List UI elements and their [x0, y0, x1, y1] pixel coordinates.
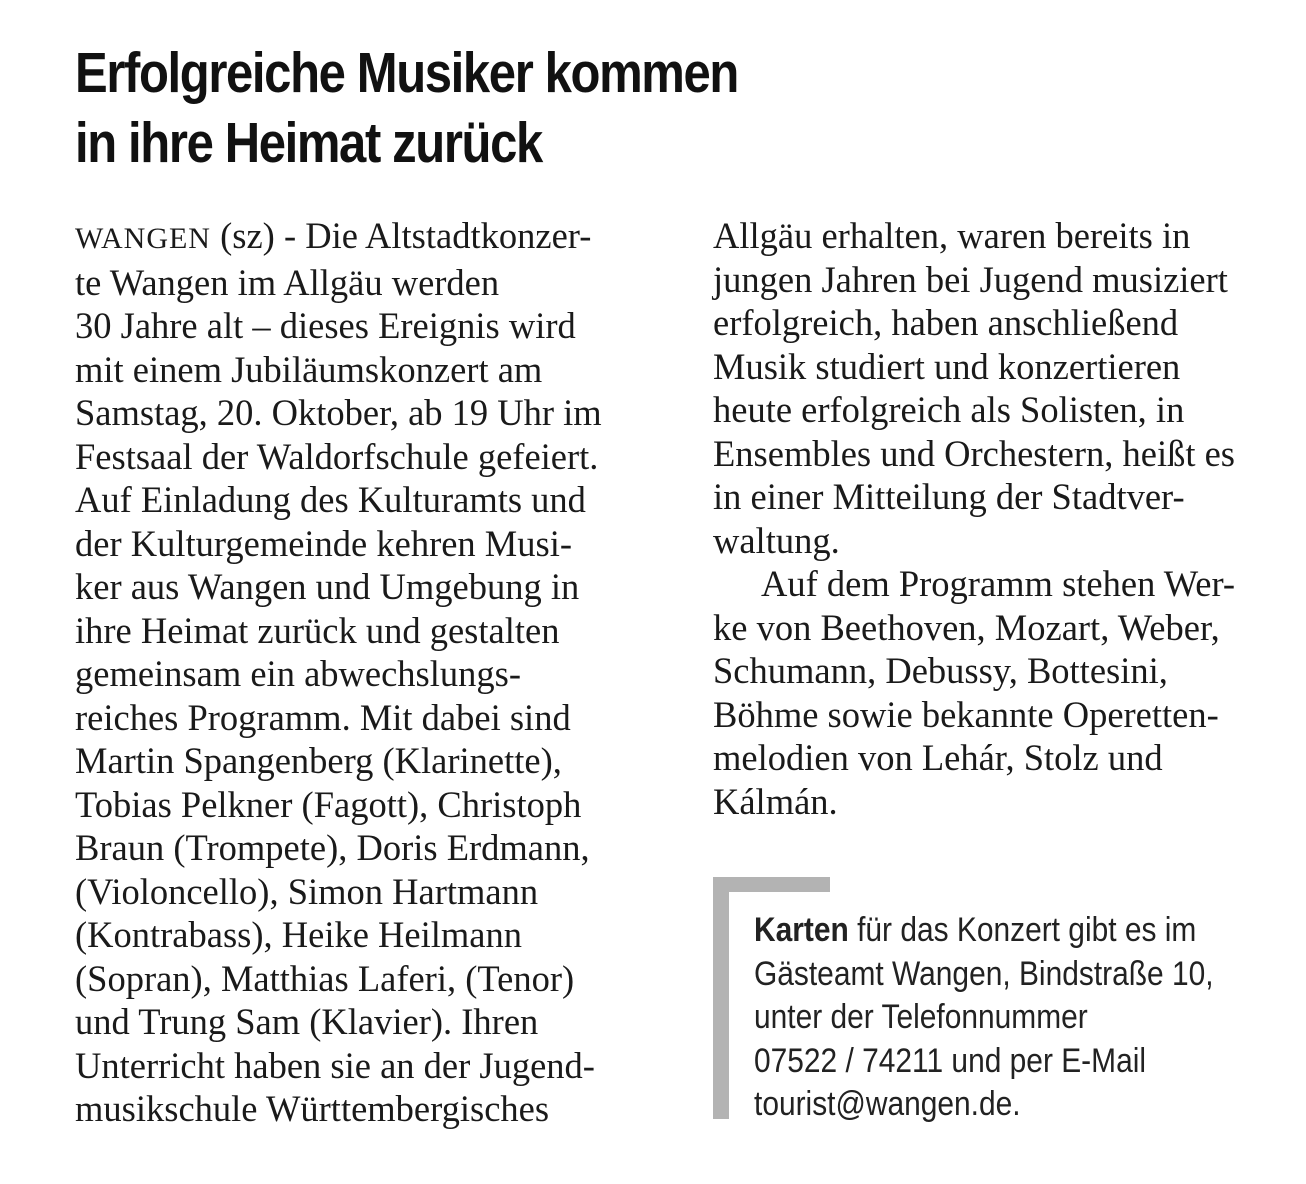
body-line: mit einem Jubiläumskonzert am: [75, 348, 543, 390]
headline-line: in ihre Heimat zurück: [75, 111, 542, 175]
infobox-line: Gästeamt Wangen, Bindstraße 10,: [754, 954, 1214, 993]
body-line: Martin Spangenberg (Klarinette),: [75, 740, 562, 781]
body-line: Braun (Trompete), Doris Erdmann,: [75, 827, 590, 868]
body-line: Kálmán.: [713, 780, 838, 822]
body-line: Auf Einladung des Kulturamts und: [75, 479, 586, 520]
article-headline: [75, 38, 1090, 178]
body-line: der Kulturgemeinde kehren Musi-: [75, 522, 573, 564]
body-line: in einer Mitteilung der Stadtver-: [713, 476, 1185, 517]
body-line: ihre Heimat zurück und gestalten: [75, 609, 560, 651]
body-line: (Sopran), Matthias Laferi, (Tenor): [75, 957, 575, 999]
infobox-text: [754, 909, 1229, 1127]
body-line: 30 Jahre alt – dieses Ereignis wird: [75, 305, 576, 346]
body-line: Allgäu erhalten, waren bereits in: [713, 215, 1191, 256]
paragraph-start-line: Auf dem Programm stehen Wer-: [761, 563, 1236, 604]
body-line: ke von Beethoven, Mozart, Weber,: [713, 606, 1220, 648]
body-line: gemeinsam ein abwechslungs-: [75, 653, 521, 694]
infobox-line-rest: für das Konzert gibt es im: [848, 911, 1197, 949]
body-line: te Wangen im Allgäu werden: [75, 261, 500, 303]
body-line-rest: (sz) - Die Altstadtkonzer-: [210, 215, 592, 256]
body-line: Unterricht haben sie an der Jugend-: [75, 1044, 595, 1086]
infobox-line: [754, 909, 1229, 953]
infobox-email: tourist@wangen.de.: [754, 1085, 1021, 1123]
body-line: Musik studiert und konzertieren: [713, 345, 1181, 387]
body-line: reiches Programm. Mit dabei sind: [75, 696, 571, 738]
infobox-bracket-horizontal: [713, 877, 830, 892]
headline-line: Erfolgreiche Musiker kommen: [75, 41, 738, 105]
body-line: waltung.: [713, 519, 840, 561]
infobox-lead: Karten: [754, 911, 849, 949]
infobox-bracket-vertical: [713, 877, 729, 1119]
article-column-left: [75, 214, 675, 1131]
body-line: Schumann, Debussy, Bottesini,: [713, 650, 1168, 691]
body-line: [75, 214, 675, 261]
body-line: melodien von Lehár, Stolz und: [713, 737, 1163, 778]
body-line: heute erfolgreich als Solisten, in: [713, 389, 1185, 430]
body-line: (Kontrabass), Heike Heilmann: [75, 914, 522, 955]
body-line: Böhme sowie bekannte Operetten-: [713, 693, 1219, 735]
body-line: (Violoncello), Simon Hartmann: [75, 870, 539, 912]
body-line: erfolgreich, haben anschließend: [713, 302, 1179, 343]
body-line: jungen Jahren bei Jugend musiziert: [713, 258, 1228, 300]
dateline: WANGEN: [75, 222, 211, 255]
article-column-right: [713, 214, 1293, 823]
ticket-info-box: [713, 877, 1293, 1123]
body-line: Tobias Pelkner (Fagott), Christoph: [75, 783, 582, 825]
body-line: Ensembles und Orchestern, heißt es: [713, 432, 1236, 474]
body-line: Festsaal der Waldorfschule gefeiert.: [75, 435, 599, 477]
body-line: Samstag, 20. Oktober, ab 19 Uhr im: [75, 392, 602, 433]
infobox-line: unter der Telefonnummer: [754, 998, 1088, 1036]
body-line: ker aus Wangen und Umgebung in: [75, 566, 580, 607]
body-line: und Trung Sam (Klavier). Ihren: [75, 1001, 539, 1042]
body-line: musikschule Württembergisches: [75, 1088, 550, 1129]
infobox-line: 07522 / 74211 und per E-Mail: [754, 1041, 1146, 1080]
